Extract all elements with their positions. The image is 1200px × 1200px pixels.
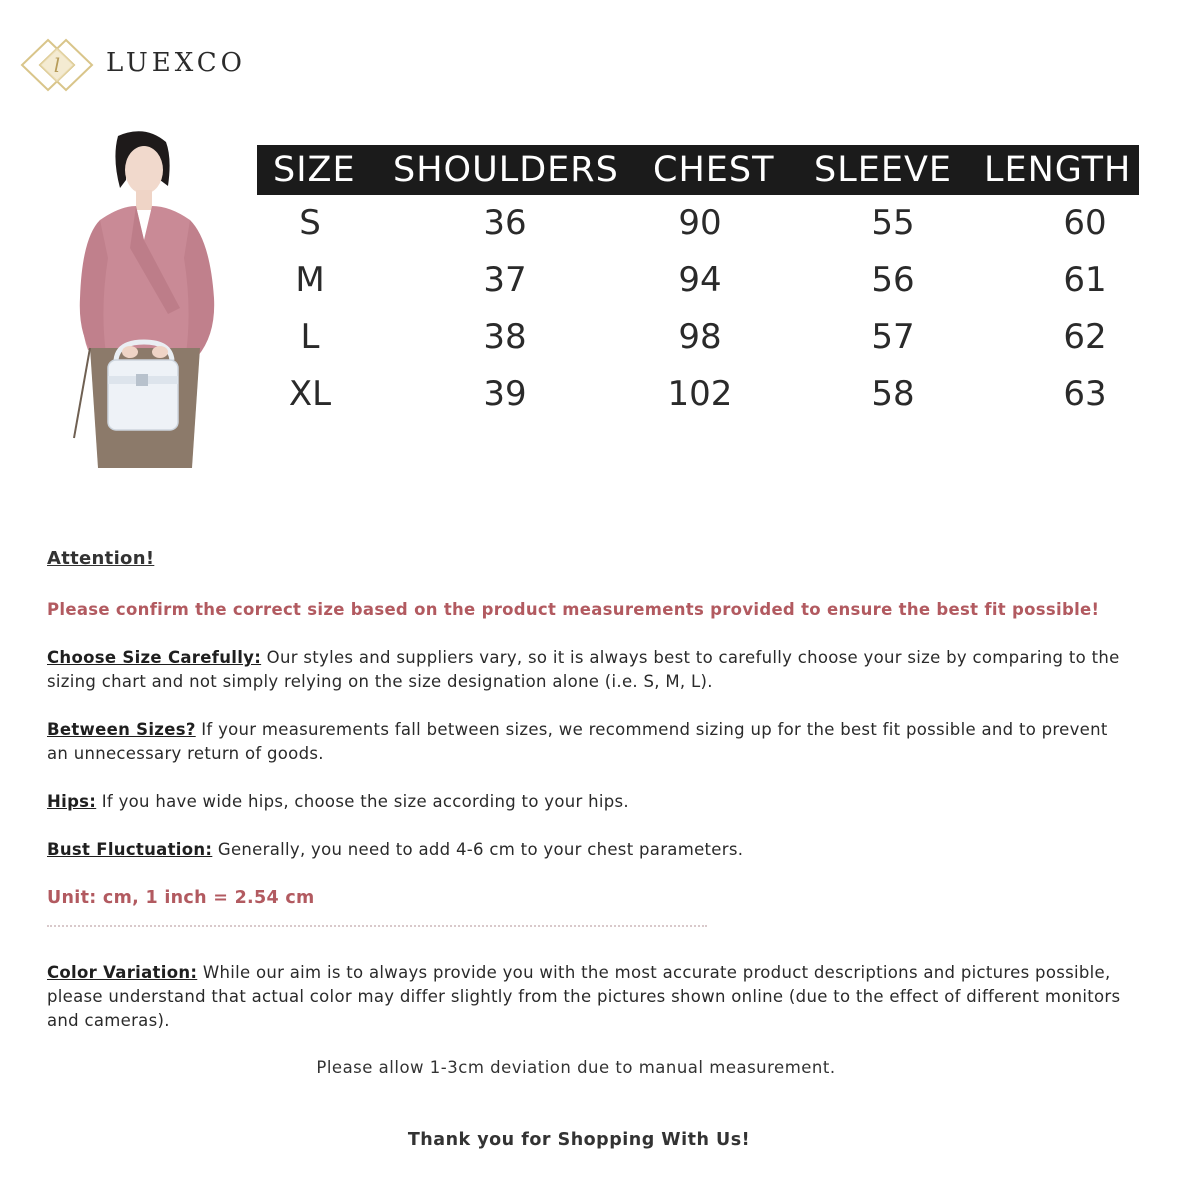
cell-size: XL [288,374,332,414]
cell-chest: 94 [678,260,722,300]
cell-length: 63 [1063,374,1107,414]
header-chest: CHEST [653,150,775,190]
svg-text:l: l [53,53,61,77]
cell-shoulders: 38 [483,317,527,357]
table-row [257,252,1139,309]
cell-length: 60 [1063,203,1107,243]
header-size: SIZE [273,150,356,190]
header-shoulders: SHOULDERS [393,150,619,190]
cell-sleeve: 55 [871,203,915,243]
hips-paragraph [47,790,1127,814]
bust-label: Bust Fluctuation: [47,840,213,859]
cell-length: 62 [1063,317,1107,357]
cell-shoulders: 36 [483,203,527,243]
table-row [257,366,1139,423]
confirm-size-notice: Please confirm the correct size based on the product measurements provided to ensure the best fit possible! [47,600,1100,619]
cell-size: L [300,317,320,357]
size-chart-table [257,145,1139,423]
header-sleeve: SLEEVE [814,150,953,190]
cell-sleeve: 58 [871,374,915,414]
hips-text: If you have wide hips, choose the size according to your hips. [96,792,629,811]
cell-shoulders: 37 [483,260,527,300]
choose-size-text: Our styles and suppliers vary, so it is always best to carefully choose your size by comparing to the sizing chart and not simply relying on the size designation alone (i.e. S, M, L). [47,648,1120,691]
cell-size: M [295,260,325,300]
unit-note: Unit: cm, 1 inch = 2.54 cm [47,888,315,908]
luexco-logo-icon [18,36,98,94]
table-row [257,309,1139,366]
cell-chest: 98 [678,317,722,357]
model-photo [60,128,230,470]
choose-size-label: Choose Size Carefully: [47,648,262,667]
choose-size-paragraph [47,646,1127,694]
between-sizes-paragraph [47,718,1127,766]
cell-length: 61 [1063,260,1107,300]
size-chart-header-row [257,145,1139,195]
cell-chest: 102 [667,374,733,414]
hips-label: Hips: [47,792,97,811]
color-variation-text: While our aim is to always provide you with the most accurate product descriptions and pictures possible, please understand that actual color may differ slightly from the pictures shown online (due to the effect of different monitors and cameras). [47,963,1121,1030]
attention-heading: Attention! [47,548,155,569]
dotted-divider [47,925,707,927]
cell-chest: 90 [678,203,722,243]
color-variation-label: Color Variation: [47,963,198,982]
cell-sleeve: 56 [871,260,915,300]
bust-paragraph [47,838,1127,862]
cell-size: S [299,203,321,243]
cell-sleeve: 57 [871,317,915,357]
deviation-note: Please allow 1-3cm deviation due to manual measurement. [316,1058,836,1077]
color-variation-paragraph [47,961,1127,1033]
between-sizes-label: Between Sizes? [47,720,196,739]
bust-text: Generally, you need to add 4-6 cm to your chest parameters. [212,840,744,859]
brand-name: LUEXCO [106,48,246,78]
header-length: LENGTH [984,150,1132,190]
between-sizes-text: If your measurements fall between sizes, we recommend sizing up for the best fit possible and to prevent an unnecessary return of goods. [47,720,1108,763]
table-row [257,195,1139,252]
cell-shoulders: 39 [483,374,527,414]
thank-you-message: Thank you for Shopping With Us! [407,1130,751,1150]
